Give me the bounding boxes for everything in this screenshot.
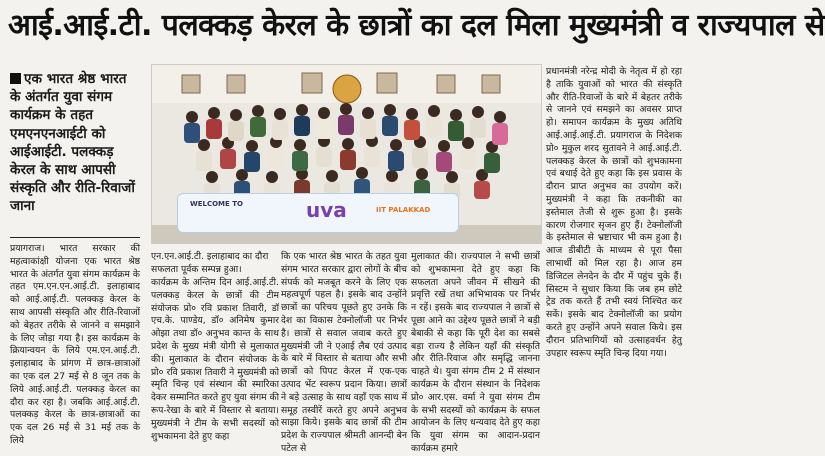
article-column-5 (546, 66, 682, 454)
banner-welcome-text: WELCOME TO (190, 200, 243, 208)
group-photo (151, 64, 542, 244)
square-bullet-icon (10, 73, 21, 84)
welcome-banner (177, 193, 459, 233)
article-text: प्रधानमंत्री नरेन्द्र मोदी के नेतृत्व में हो रहा है ताकि युवाओं को भारत की संस्कृति और रीति-रिवाजों के बारे में बेहतर तरीके से जानने एवं समझने का अवसर प्राप्त हो। समापन कार्यक्रम के मुख्य अतिथि आई.आई.आई.टी. प्रयागराज के निदेशक प्रो० मुकुल शरद सुतावने ने आई.आई.टी. पलक्कड़ केरल के छात्रों को शुभकामना एवं बधाई देते हुए कहा कि इस प्रवास के दौरान प्राप्त अनुभव का उपयोग करें। मुख्यमंत्री ने कहा कि तकनीकी का इस्तेमाल तेजी से शुरू हुआ है। इसके कारण रोजगार सृजन हुए हैं। टेक्नोलॉजी के इस्तेमाल से भ्रष्टाचार भी कम हुआ है। आज डीबीटी के माध्यम से पूरा पैसा लाभार्थी को मिल रहा है। आज हम डिजिटल लेनदेन के दौर में पहुंच चुके हैं। सिस्टम ने सुधार किया कि जब हम छोटे ट्रेड तक करते हैं तभी स्वयं निश्चित कर सकें। इसके बाद टेक्नोलॉजी का प्रयोग करते हुए उन्होंने अपने सवाल किये। इस दौरान प्रतिभागियों को उत्साहवर्धन हेतु उपहार स्वरूप स्मृति चिन्ह दिया गया। (546, 66, 682, 359)
deck-summary (10, 70, 138, 230)
article-text: कि एक भारत श्रेष्ठ भारत के तहत युवा संगम भारत सरकार द्वारा लोगों के बीच संपर्क को मजबूत करने के लिए एक महत्वपूर्ण पहल है। इसके बाद उन्होंने छात्रों का परिचय पूछते हुए उनके कि देश का विकास टेक्नोलॉजी पर निर्भर है। छात्रों से सवाल जवाब करते हुए मुख्यमंत्री जी ने एआई लैब एवं उत्पाद के बारे में विस्तार से बताया और सभी छात्रों को पिपट केरल में एक-एक उत्पाद भेंट स्वरूप प्रदान किया। छात्रों ने बड़े उत्साह के साथ वहाँ एक साथ में समूह तस्वीरें करते हुए अपने अनुभव साझा किये। इसके बाद छात्रों की टीम प्रदेश के राज्यपाल श्रीमती आनन्दी बेन पटेल से (281, 251, 407, 454)
article-column-3 (281, 251, 407, 454)
divider (10, 237, 140, 238)
headline: आई.आई.टी. पलक्कड़ केरल के छात्रों का दल मिला मुख्यमंत्री व राज्यपाल से (8, 8, 825, 43)
article-text: कार्यक्रम के अन्तिम दिन आई.आई.टी. पलक्कड़ केरल के छात्रों की टीम संयोजक प्रो० रवि प्रकाश तिवारी, डॉ एच.के. पाण्डेय, डॉ० अनिमेष कुमार ओझा तथा डॉ० अनुभव कान्त के साथ प्रदेश के मुख्य मंत्री योगी से मुलाकात की। मुलाकात के दौरान संयोजक के प्रो० रवि प्रकाश तिवारी ने मुख्यमंत्री को स्मृति चिन्ह एवं संस्थान की स्मारिका देकर सम्मानित करते हुए युवा संगम की रूप-रेखा के बारे में विस्तार से बताया। मुख्यमंत्री ने टीम के सभी सदस्यों को शुभकामना देते हुए कहा (151, 277, 279, 442)
caption-text: एन.एन.आई.टी. इलाहाबाद का दौरा सफलता पूर्वक सम्पन्न हुआ। (151, 251, 269, 275)
article-column-2 (151, 277, 279, 454)
photo-caption (151, 251, 279, 277)
article-column-4 (411, 251, 540, 454)
banner-tag-text: IIT PALAKKAD (376, 206, 431, 214)
deck-text: एक भारत श्रेष्ठ भारत के अंतर्गत युवा संगम कार्यक्रम के तहत एमएनएनआईटी को आईआईटी. पलक्कड़ केरल के साथ आपसी संस्कृति और रीति-रिवाजों जाना (10, 71, 135, 215)
article-text: मुलाकात की। राज्यपाल ने सभी छात्रों को शुभकामना देते हुए कहा कि सफलता अपने जीवन में सीखने की प्रवृत्ति रखें तथा अभिभावक पर निर्भर न रहें। इसके बाद राज्यपाल ने छात्रों से पूछा आने का उद्देश्य पूछते छात्रों ने बड़ी बेबाकी से कहा कि पूरी देश का सबसे बड़ा राज्य है लेकिन यहाँ की संस्कृति और रीति-रिवाज और समृद्धि जानना चाहते थे। युवा संगम टीम 2 में संस्थान कार्यक्रम के दौरान संस्थान के निदेशक प्रो० आर.एस. वर्मा ने युवा संगम टीम के सभी सदस्यों को कार्यक्रम के सफल आयोजन के लिए धन्यवाद देते हुए कहा कि युवा संगम का आदान-प्रदान कार्यक्रम हमारे (411, 251, 540, 454)
article-column-1 (10, 243, 140, 453)
banner-brand-text: uva (306, 198, 347, 222)
article-text: प्रयागराज। भारत सरकार की महत्वाकांक्षी योजना एक भारत श्रेष्ठ भारत के अंतर्गत युवा संगम कार्यक्रम के तहत एम.एन.एन.आई.टी. इलाहाबाद को आई.आई.टी. पलक्कड़ केरल के साथ आपसी संस्कृति और रीति-रिवाजों को बेहतर तरीके से जानने व समझाने के लिए जोड़ा गया है। इस कार्यक्रम के क्रियान्वयन के लिये एम.एन.आई.टी. इलाहाबाद के प्रांगण में छात्र-छात्राओं का एक दल 27 मई से 8 जून तक के लिये आई.आई.टी. पलक्कड़ केरल का दौरा कर रहा है। जबकि आई.आई.टी. पलक्कड़ केरल के छात्र-छात्राओं का एक दल 26 मई से 31 मई तक के लिये (10, 243, 140, 446)
